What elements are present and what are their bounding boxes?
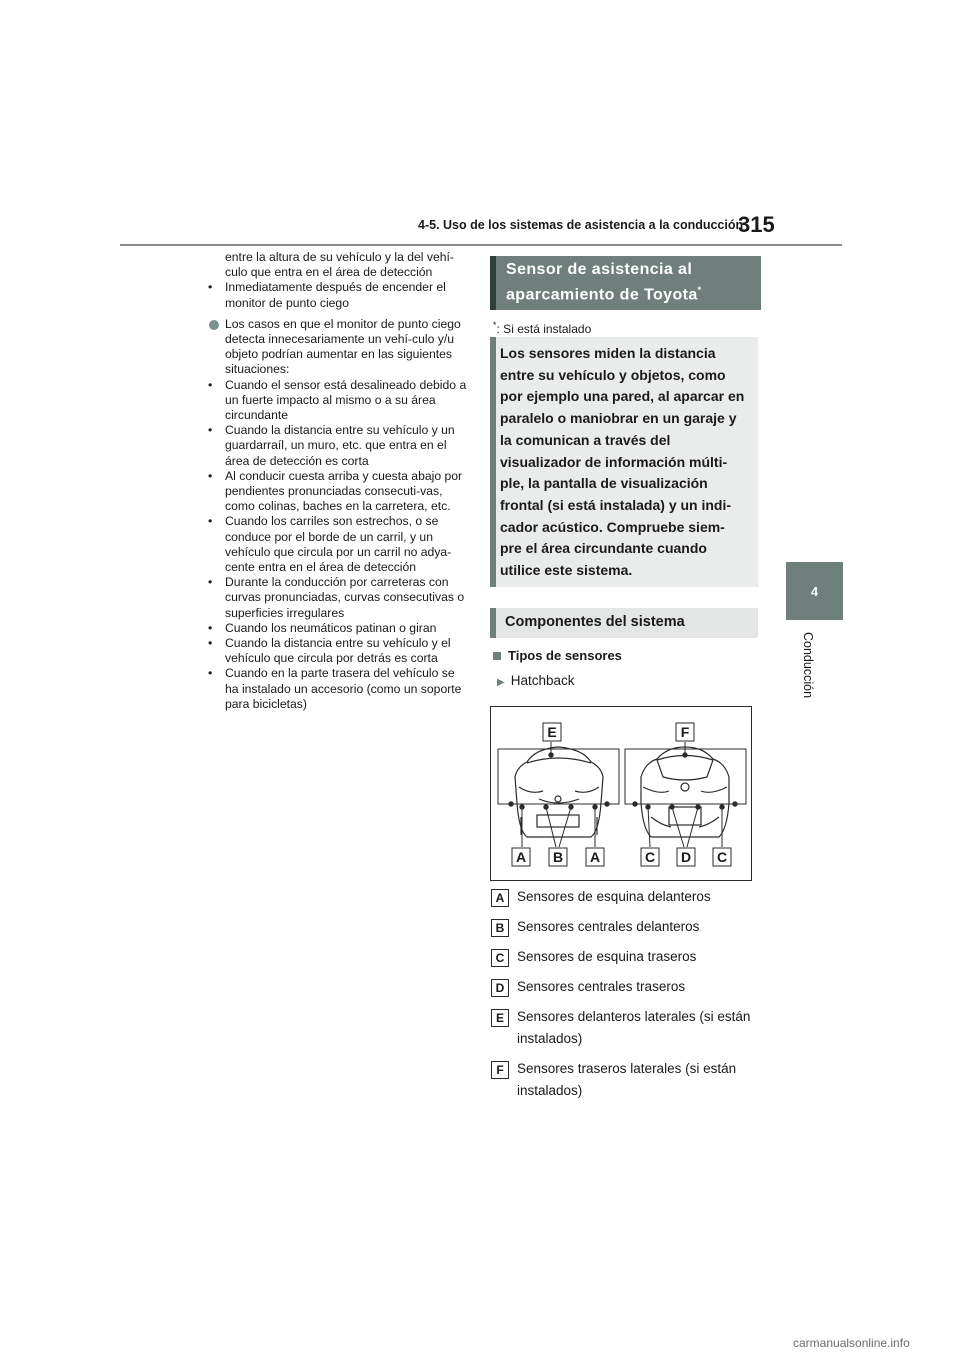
legend-item xyxy=(491,1006,753,1050)
list-item-text: Cuando los carriles son estrechos, o se conduce por el borde de un carril, y un vehículo que circula por un carril no adya-cente entra en el área de detección xyxy=(225,514,452,575)
list-item-text: Al conducir cuesta arriba y cuesta abajo por pendientes pronunciadas consecuti-vas, como colinas, baches en la carretera, etc. xyxy=(225,468,463,514)
variant-label xyxy=(497,673,575,688)
chapter-tab[interactable]: 4 xyxy=(786,562,843,620)
legend-text: Sensores de esquina traseros xyxy=(517,949,697,964)
section-title: 4-5. Uso de los sistemas de asistencia a la conducción xyxy=(418,218,744,232)
list-item-text: Cuando la distancia entre su vehículo y el vehículo que circula por detrás es corta xyxy=(225,636,451,666)
sensor-heading-text: Sensor de asistencia al aparcamiento de Toyota xyxy=(506,261,698,304)
watermark[interactable]: carmanualsonline.info xyxy=(793,1336,910,1350)
chapter-label: Conducción xyxy=(801,632,815,699)
sensor-types-heading xyxy=(493,648,622,663)
label-badges-top xyxy=(543,723,694,741)
bullet-icon: • xyxy=(208,575,213,590)
list-item-text: Cuando la distancia entre su vehículo y un guardarraíl, un muro, etc. que entra en el área de detección es corta xyxy=(225,423,455,468)
legend-badge: D xyxy=(491,979,509,997)
triangle-bullet-icon: ▶ xyxy=(497,677,505,688)
bullet-icon: • xyxy=(208,514,213,529)
legend-badge: A xyxy=(491,889,509,907)
circle-item-text: Los casos en que el monitor de punto ciego detecta innecesariamente un vehí-culo y/u objeto podrían aumentar en las siguientes situaciones: xyxy=(225,316,461,377)
diagram-label-a-left: A xyxy=(515,849,527,865)
legend-item xyxy=(491,976,753,998)
list-item xyxy=(198,423,470,469)
legend-text: Sensores traseros laterales (si están instalados) xyxy=(517,1061,737,1098)
continuation-text: entre la altura de su vehículo y la del vehí-culo que entra en el área de detección xyxy=(225,250,454,280)
bullet-icon: • xyxy=(208,666,213,681)
legend-item xyxy=(491,1058,753,1102)
diagram-label-a-right: A xyxy=(589,849,601,865)
legend-item xyxy=(491,886,753,908)
footnote-text: : Si está instalado xyxy=(496,322,592,336)
diagram-label-e: E xyxy=(547,724,557,740)
circle-bullet-icon xyxy=(209,320,219,330)
legend-badge: C xyxy=(491,949,509,967)
bullet-icon: • xyxy=(208,468,213,483)
bullet-icon: • xyxy=(208,280,213,295)
sensor-legend xyxy=(491,886,753,1110)
diagram-label-b: B xyxy=(552,849,564,865)
list-item-text: Cuando los neumáticos patinan o giran xyxy=(225,620,437,635)
components-heading-text: Componentes del sistema xyxy=(505,614,685,630)
legend-text: Sensores de esquina delanteros xyxy=(517,889,711,904)
square-bullet-icon xyxy=(493,652,501,660)
legend-text: Sensores centrales delanteros xyxy=(517,919,700,934)
list-item xyxy=(198,514,470,575)
diagram-label-c-left: C xyxy=(644,849,656,865)
list-item xyxy=(198,280,470,310)
list-item-text: Durante la conducción por carreteras con curvas pronunciadas, curvas consecutivas o superficies irregulares xyxy=(225,575,465,620)
legend-item xyxy=(491,916,753,938)
components-heading xyxy=(490,608,758,638)
rear-car-icon xyxy=(641,747,729,837)
heading-asterisk: * xyxy=(697,285,702,295)
bullet-icon: • xyxy=(208,423,213,438)
footnote-mark: * xyxy=(493,320,497,330)
bullet-icon: • xyxy=(208,636,213,651)
legend-text: Sensores delanteros laterales (si están instalados) xyxy=(517,1009,751,1046)
list-item xyxy=(198,666,470,712)
left-column xyxy=(198,250,470,712)
header-divider xyxy=(120,244,842,246)
diagram-svg xyxy=(491,707,751,880)
list-item xyxy=(198,469,470,515)
front-car-icon xyxy=(515,747,603,837)
diagram-label-c-right: C xyxy=(716,849,728,865)
bullet-icon: • xyxy=(208,377,213,392)
legend-text: Sensores centrales traseros xyxy=(517,979,686,994)
label-badges-bottom xyxy=(512,848,731,866)
list-item-text: Inmediatamente después de encender el monitor de punto ciego xyxy=(225,280,446,310)
diagram-label-d: D xyxy=(680,849,692,865)
bullet-icon: • xyxy=(208,620,213,635)
sensor-location-diagram xyxy=(490,706,752,881)
rear-sensor-markers xyxy=(633,742,737,847)
legend-badge: F xyxy=(491,1061,509,1079)
list-item-text: Cuando en la parte trasera del vehículo se ha instalado un accesorio (como un soporte para bicicletas) xyxy=(225,666,462,711)
footnote xyxy=(493,320,591,336)
legend-badge: B xyxy=(491,919,509,937)
sensor-section-heading xyxy=(490,256,761,310)
circle-list-item xyxy=(198,317,470,378)
summary-text: Los sensores miden la distancia entre su vehículo y objetos, como por ejemplo una pared, al aparcar en paralelo o maniobrar en un garaje y la comunican a través del visualizador de información múlti-ple, la pantalla de visualización frontal (si está instalada) y un indi-cador acústico. Compruebe siem-pre el área circundante cuando utilice este sistema. xyxy=(500,345,745,579)
list-item xyxy=(198,621,470,636)
list-item xyxy=(198,575,470,621)
list-item xyxy=(198,636,470,666)
legend-item xyxy=(491,946,753,968)
page-number: 315 xyxy=(738,212,775,237)
list-item xyxy=(198,378,470,424)
variant-text: Hatchback xyxy=(510,673,575,688)
list-item-text: Cuando el sensor está desalineado debido a un fuerte impacto al mismo o a su área circundante xyxy=(225,377,467,423)
diagram-label-f: F xyxy=(680,724,690,740)
legend-badge: E xyxy=(491,1009,509,1027)
sensor-types-text: Tipos de sensores xyxy=(508,648,622,663)
